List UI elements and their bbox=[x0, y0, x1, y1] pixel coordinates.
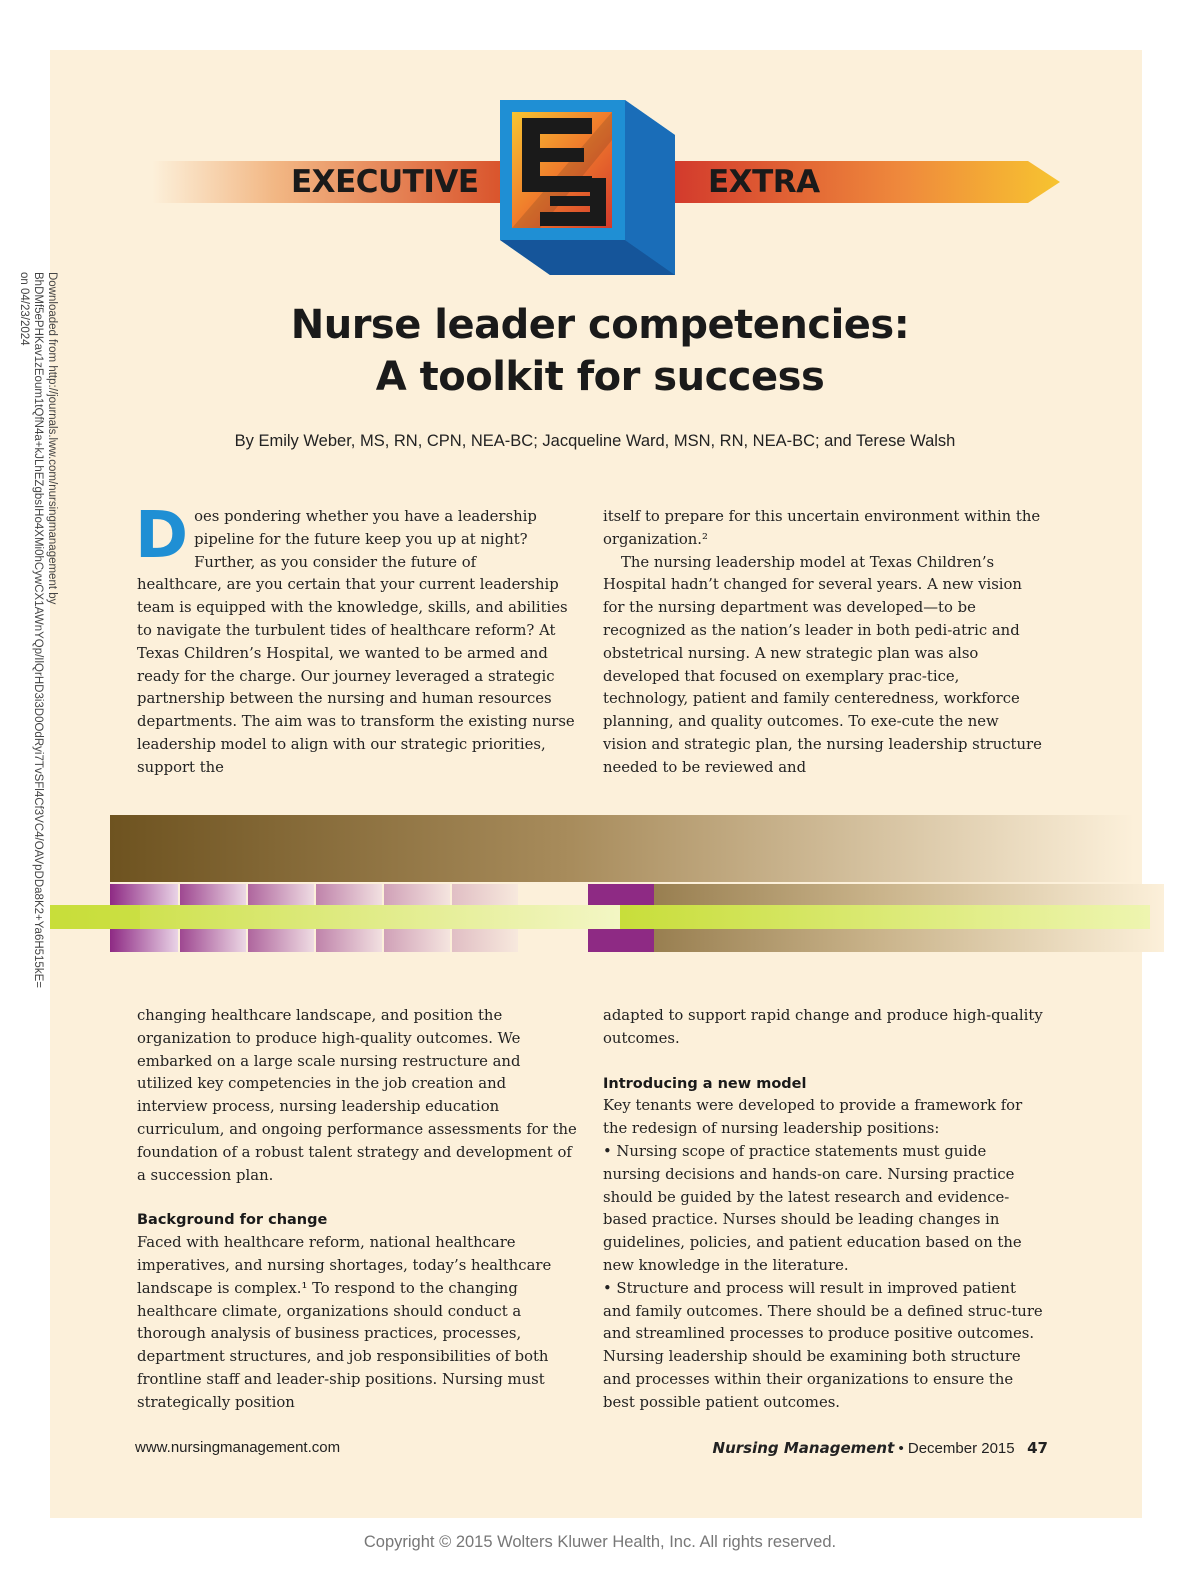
intro-line-3: Further, as you consider the future of bbox=[194, 553, 477, 571]
intro-line-2: pipeline for the future keep you up at night? bbox=[194, 530, 528, 548]
footer-journal-info bbox=[713, 1439, 1048, 1457]
bullet-structure-and-process: • Structure and process will result in improved patient and family outcomes. There should be a defined struc-ture and streamlined processes to produce positive outcomes. Nursing leadership should be examining both structure and processes within their organizations to ensure the best possible patient outcomes. bbox=[603, 1279, 1043, 1411]
article-title-line-2: A toolkit for success bbox=[375, 354, 825, 400]
drop-cap: D bbox=[135, 499, 189, 573]
paragraph-background: Faced with healthcare reform, national healthcare imperatives, and nursing shortages, today’s healthcare landscape is complex.¹ To respond to the changing healthcare climate, organizations should conduct a thorough analysis of business practices, processes, department structures, and job responsibilities of both frontline staff and leader-ship positions. Nursing must strategically position bbox=[137, 1234, 552, 1411]
footer-journal-name: Nursing Management bbox=[712, 1439, 895, 1457]
paragraph-leadership-model: The nursing leadership model at Texas Children’s Hospital hadn’t changed for several years. A new vision for the nursing department was developed—to be recognized as the nation’s leader in both pedi-atric and obstetrical nursing. A new strategic plan was also developed that focused on exemplary prac-tice, technology, patient and family centeredness, workforce planning, and quality outcomes. To exe-cute the new vision and strategic plan, the nursing leadership structure needed to be reviewed and bbox=[603, 553, 1042, 776]
page-number: 47 bbox=[1027, 1439, 1048, 1457]
bottom-left-column bbox=[137, 1005, 577, 1415]
heading-background-for-change: Background for change bbox=[137, 1212, 328, 1229]
banner-word-extra: EXTRA bbox=[708, 164, 820, 200]
paragraph-key-tenants: Key tenants were developed to provide a framework for the redesign of nursing leadership positions: bbox=[603, 1097, 1023, 1138]
copyright-notice: Copyright © 2015 Wolters Kluwer Health, Inc. All rights reserved. bbox=[363, 1533, 837, 1551]
paragraph-adapted: adapted to support rapid change and produce high-quality outcomes. bbox=[603, 1007, 1043, 1047]
intro-paragraph: healthcare, are you certain that your current leadership team is equipped with the knowledge, skills, and abilities to navigate the turbulent tides of healthcare reform? At Texas Children’s Hospital, we wanted to be armed and ready for the charge. Our journey leveraged a strategic partnership between the nursing and human resources departments. The aim was to transform the existing nurse leadership model to align with our strategic priorities, support the bbox=[137, 576, 575, 776]
paragraph-restructure: changing healthcare landscape, and position the organization to produce high-quality outcomes. We embarked on a large scale nursing restructure and utilized key competencies in the job creation and interview process, nursing leadership education curriculum, and ongoing performance assessments for the foundation of a robust talent strategy and development of a succession plan. bbox=[137, 1007, 577, 1184]
download-watermark: Downloaded from http://journals.lww.com/nursingmanagement by BhDMf5ePHKav1zEoum1tQfN4a+kJLhEZgbsIHo4XMi0hCywCX1AWnYQp/IlQrHD3i3D0OdRyi7TvSFl4Cf3VC4/OAVpDDa8K2+Ya6H515kE= on 04/23/2024 bbox=[18, 272, 58, 988]
intro-line-1: oes pondering whether you have a leadership bbox=[194, 508, 537, 525]
bottom-right-column bbox=[603, 1005, 1043, 1415]
bullet-scope-of-practice: • Nursing scope of practice statements must guide nursing decisions and hands-on care. Nursing practice should be guided by the latest research and evidence-based practice. Nurses should be leading changes in guidelines, policies, and patient education based on the new knowledge in the literature. bbox=[603, 1142, 1022, 1274]
heading-introducing-new-model: Introducing a new model bbox=[603, 1075, 807, 1092]
banner-word-executive: EXECUTIVE bbox=[291, 164, 479, 200]
footer-date: December 2015 bbox=[907, 1440, 1015, 1457]
footer-separator: • bbox=[894, 1440, 908, 1457]
footer-url: www.nursingmanagement.com bbox=[135, 1439, 341, 1456]
article-title-line-1: Nurse leader competencies: bbox=[290, 302, 910, 348]
article-byline: By Emily Weber, MS, RN, CPN, NEA-BC; Jacqueline Ward, MSN, RN, NEA-BC; and Terese Walsh bbox=[234, 432, 956, 450]
paragraph-uncertain-environment: itself to prepare for this uncertain environment within the organization.² bbox=[603, 508, 1041, 548]
